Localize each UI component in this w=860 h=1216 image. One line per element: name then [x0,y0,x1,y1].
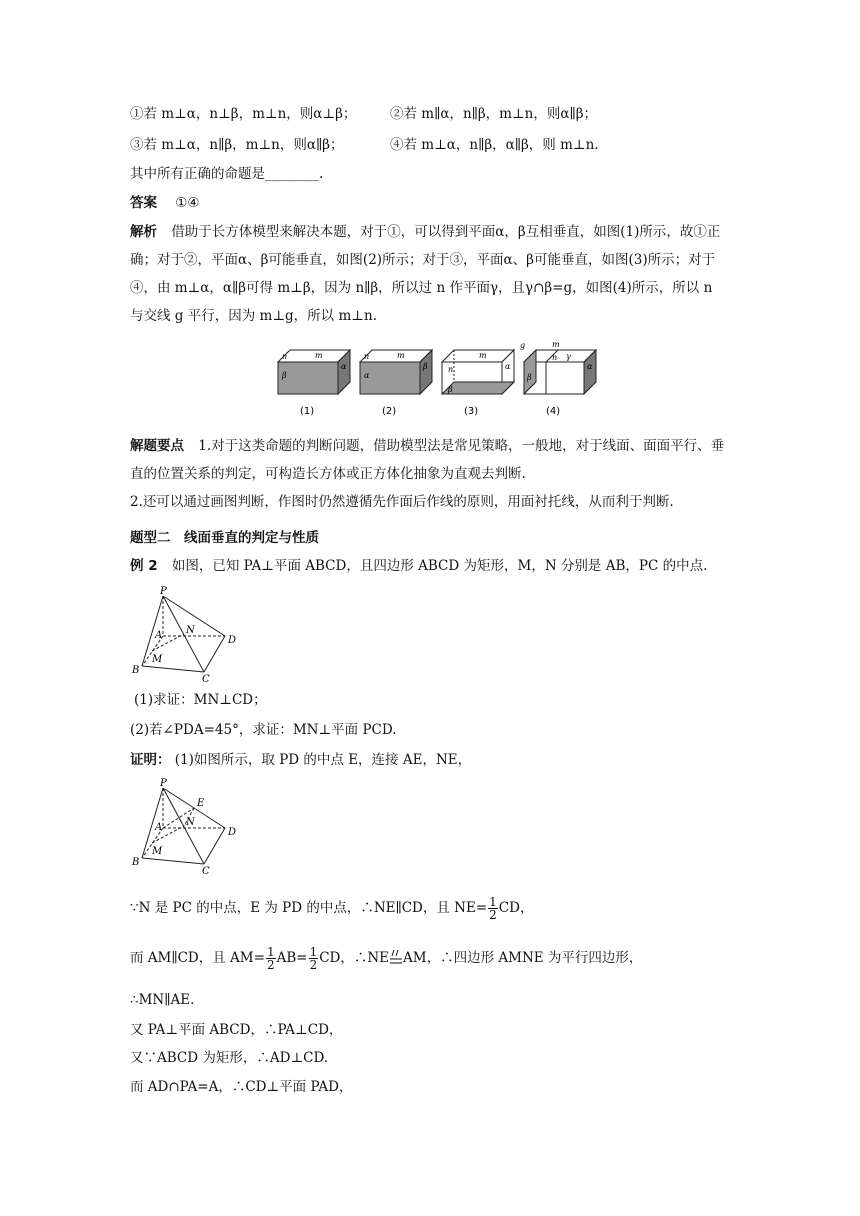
pyr2-B: B [132,857,140,868]
fig4-label-alpha: α [587,362,593,371]
fig2-label-beta: β [423,362,428,371]
fig4-label-beta: β [527,373,532,382]
pyr1-A: A [155,630,163,641]
fig2-label-n: n [364,352,370,361]
cuboid-figure-4 [520,342,596,417]
proposition-2: ②若 m∥α，n∥β，m⊥n，则α∥β； [390,106,598,122]
answer-line [130,193,200,213]
proof-label: 证明： [130,752,171,768]
pyr2-E: E [197,798,205,809]
cuboid-figure-2 [360,350,432,417]
proof-step-2b: CD， [498,900,534,916]
pyr2-A: A [155,822,163,833]
key-point-1: 1.对于这类命题的判断问题，借助模型法是常见策略，一般地，对于线面、面面平行、垂直的位置关系的判定，可构造长方体或正方体化抽象为直观去判断. [130,438,725,482]
fig2-label-alpha: α [364,371,370,380]
key-points-label: 解题要点 [130,438,184,454]
fraction-half: $\frac{1}{2}$ [489,895,497,922]
question-1: (1)求证：MN⊥CD； [134,692,267,708]
fig4-label-n: n [552,353,558,362]
proof-step-3d: AM，∴四边形 AMNE 为平行四边形， [403,950,643,966]
fig4-label-gamma: γ [566,352,571,361]
key-point-2: 2.还可以通过画图判断，作图时仍然遵循先作面后作线的原则，用面衬托线，从而利于判断. [130,494,674,510]
example-line [130,556,707,576]
fig4-caption: (4) [546,406,561,417]
proof-line-1 [130,750,471,770]
proof-step-4: ∴MN∥AE. [130,992,195,1008]
proposition-4: ④若 m⊥α，n∥β，α∥β，则 m⊥n. [390,137,599,153]
fraction-half-2: $\frac{1}{2}$ [309,945,318,972]
proof-step-7: 而 AD∩PA=A，∴CD⊥平面 PAD， [130,1079,353,1095]
analysis-text: 借助于长方体模型来解决本题，对于①，可以得到平面α，β互相垂直，如图(1)所示，故①正确；对于②，平面α、β可能垂直，如图(2)所示；对于③，平面α、β可能垂直，如图(3)所示；对于④，由 m⊥α，α∥β可得 m⊥β，因为 n∥β，所以过 n 作平面γ，且γ∩β=g，如图(4)所示，所以 n 与交线 g 平行，因为 m⊥g，所以 m⊥n. [130,224,721,324]
analysis-paragraph [130,218,730,330]
fig2-label-m: m [397,351,405,360]
fig3-label-n: n [448,365,454,374]
fig1-label-n: n [282,352,288,361]
analysis-label: 解析 [130,224,157,240]
proof-step-3c: CD，∴NE [319,950,390,966]
pyr1-B: B [132,665,140,676]
pyr1-D: D [228,635,237,646]
fig1-label-alpha: α [341,362,347,371]
section-heading: 题型二 线面垂直的判定与性质 [130,530,319,546]
pyr1-M: M [152,654,163,665]
pyr1-N: N [186,625,195,636]
fig1-label-m: m [315,351,323,360]
answer-value: ①④ [175,195,200,211]
pyr2-C: C [202,866,210,876]
cuboid-figures [270,342,600,422]
fig4-label-m: m [552,342,560,349]
pyr2-P: P [160,778,167,789]
fig1-label-beta: β [282,371,287,380]
fig3-label-beta: β [448,385,453,394]
answer-label: 答案 [130,195,157,211]
cuboid-figure-1 [278,350,350,417]
proof-line-3 [130,938,642,978]
parallel-equal-symbol [389,952,403,966]
cuboid-figure-3 [442,350,514,417]
example-label: 例 2 [130,558,158,574]
pyr1-P: P [160,586,167,597]
proof-step-1: (1)如图所示，取 PD 的中点 E，连接 AE，NE， [174,752,472,768]
proof-step-5: 又 PA⊥平面 ABCD，∴PA⊥CD， [130,1022,343,1038]
proposition-1: ①若 m⊥α，n⊥β，m⊥n，则α⊥β； [130,106,357,122]
fig3-label-alpha: α [505,362,511,371]
pyr2-D: D [228,827,237,838]
fig3-label-m: m [479,351,487,360]
fraction-half-1: $\frac{1}{2}$ [266,945,275,972]
pyr2-M: M [152,846,163,857]
pyramid-figure-2 [128,776,248,876]
fig2-caption: (2) [382,406,397,417]
proof-line-2 [130,888,533,928]
proposition-3: ③若 m⊥α，n∥β，m⊥n，则α∥β； [130,137,344,153]
key-points-paragraph [130,432,730,488]
proof-step-3a: 而 AM∥CD，且 AM= [130,950,265,966]
pyr2-N: N [186,817,195,828]
pyramid-figure-1 [128,584,248,684]
pyr1-C: C [202,674,210,684]
question-line: 其中所有正确的命题是________. [130,166,324,182]
fig1-caption: (1) [300,406,315,417]
question-2: (2)若∠PDA=45°，求证：MN⊥平面 PCD. [130,722,397,738]
fig3-caption: (3) [464,406,479,417]
example-text: 如图，已知 PA⊥平面 ABCD，且四边形 ABCD 为矩形，M，N 分别是 AB，PC 的中点. [171,558,708,574]
proof-step-3b: AB= [276,950,308,966]
proof-step-6: 又∵ABCD 为矩形，∴AD⊥CD. [130,1050,329,1066]
proof-step-2a: ∵N 是 PC 的中点，E 为 PD 的中点，∴NE∥CD，且 NE= [130,900,488,916]
fig4-label-g: g [520,342,526,350]
